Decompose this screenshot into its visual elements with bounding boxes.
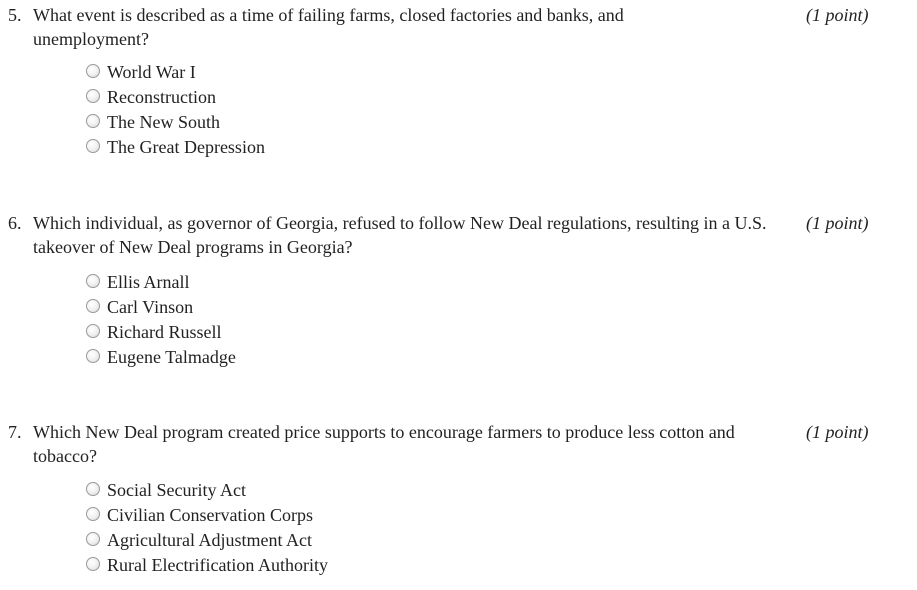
option-label: Carl Vinson [107,297,194,317]
question-5 [0,3,917,157]
option-label: Civilian Conservation Corps [107,505,313,525]
answer-options [86,270,236,370]
radio-button-icon[interactable] [86,324,100,338]
radio-button-icon[interactable] [86,507,100,521]
radio-button-icon[interactable] [86,532,100,546]
answer-option[interactable] [86,320,236,345]
option-label: The Great Depression [107,137,265,157]
answer-option[interactable] [86,135,265,160]
answer-option[interactable] [86,110,265,135]
answer-options [86,478,328,578]
question-points: (1 point) [806,422,869,442]
question-header [0,3,917,51]
radio-button-icon[interactable] [86,274,100,288]
answer-option[interactable] [86,85,265,110]
question-text: Which New Deal program created price supports to encourage farmers to produce less cotton and tobacco? [33,422,735,466]
answer-option[interactable] [86,503,328,528]
question-number: 7. [8,422,22,442]
option-label: Social Security Act [107,480,246,500]
option-label: Reconstruction [107,87,216,107]
question-7 [0,420,917,575]
option-label: World War I [107,62,196,82]
question-6 [0,211,917,367]
radio-button-icon[interactable] [86,482,100,496]
option-label: Rural Electrification Authority [107,555,328,575]
answer-option[interactable] [86,478,328,503]
question-text: Which individual, as governor of Georgia, refused to follow New Deal regulations, resulting in a U.S. takeover of New Deal programs in Georgia? [33,213,767,257]
radio-button-icon[interactable] [86,89,100,103]
option-label: Richard Russell [107,322,222,342]
question-header [0,420,917,468]
answer-option[interactable] [86,345,236,370]
question-points: (1 point) [806,5,869,25]
option-label: The New South [107,112,220,132]
option-label: Ellis Arnall [107,272,190,292]
radio-button-icon[interactable] [86,64,100,78]
radio-button-icon[interactable] [86,299,100,313]
answer-option[interactable] [86,553,328,578]
radio-button-icon[interactable] [86,557,100,571]
radio-button-icon[interactable] [86,139,100,153]
question-header [0,211,917,259]
answer-option[interactable] [86,295,236,320]
answer-option[interactable] [86,528,328,553]
question-number: 5. [8,5,22,25]
option-label: Eugene Talmadge [107,347,236,367]
option-label: Agricultural Adjustment Act [107,530,312,550]
question-text: What event is described as a time of failing farms, closed factories and banks, and unemployment? [33,5,624,49]
answer-options [86,60,265,160]
question-number: 6. [8,213,22,233]
radio-button-icon[interactable] [86,349,100,363]
answer-option[interactable] [86,270,236,295]
radio-button-icon[interactable] [86,114,100,128]
question-points: (1 point) [806,213,869,233]
answer-option[interactable] [86,60,265,85]
